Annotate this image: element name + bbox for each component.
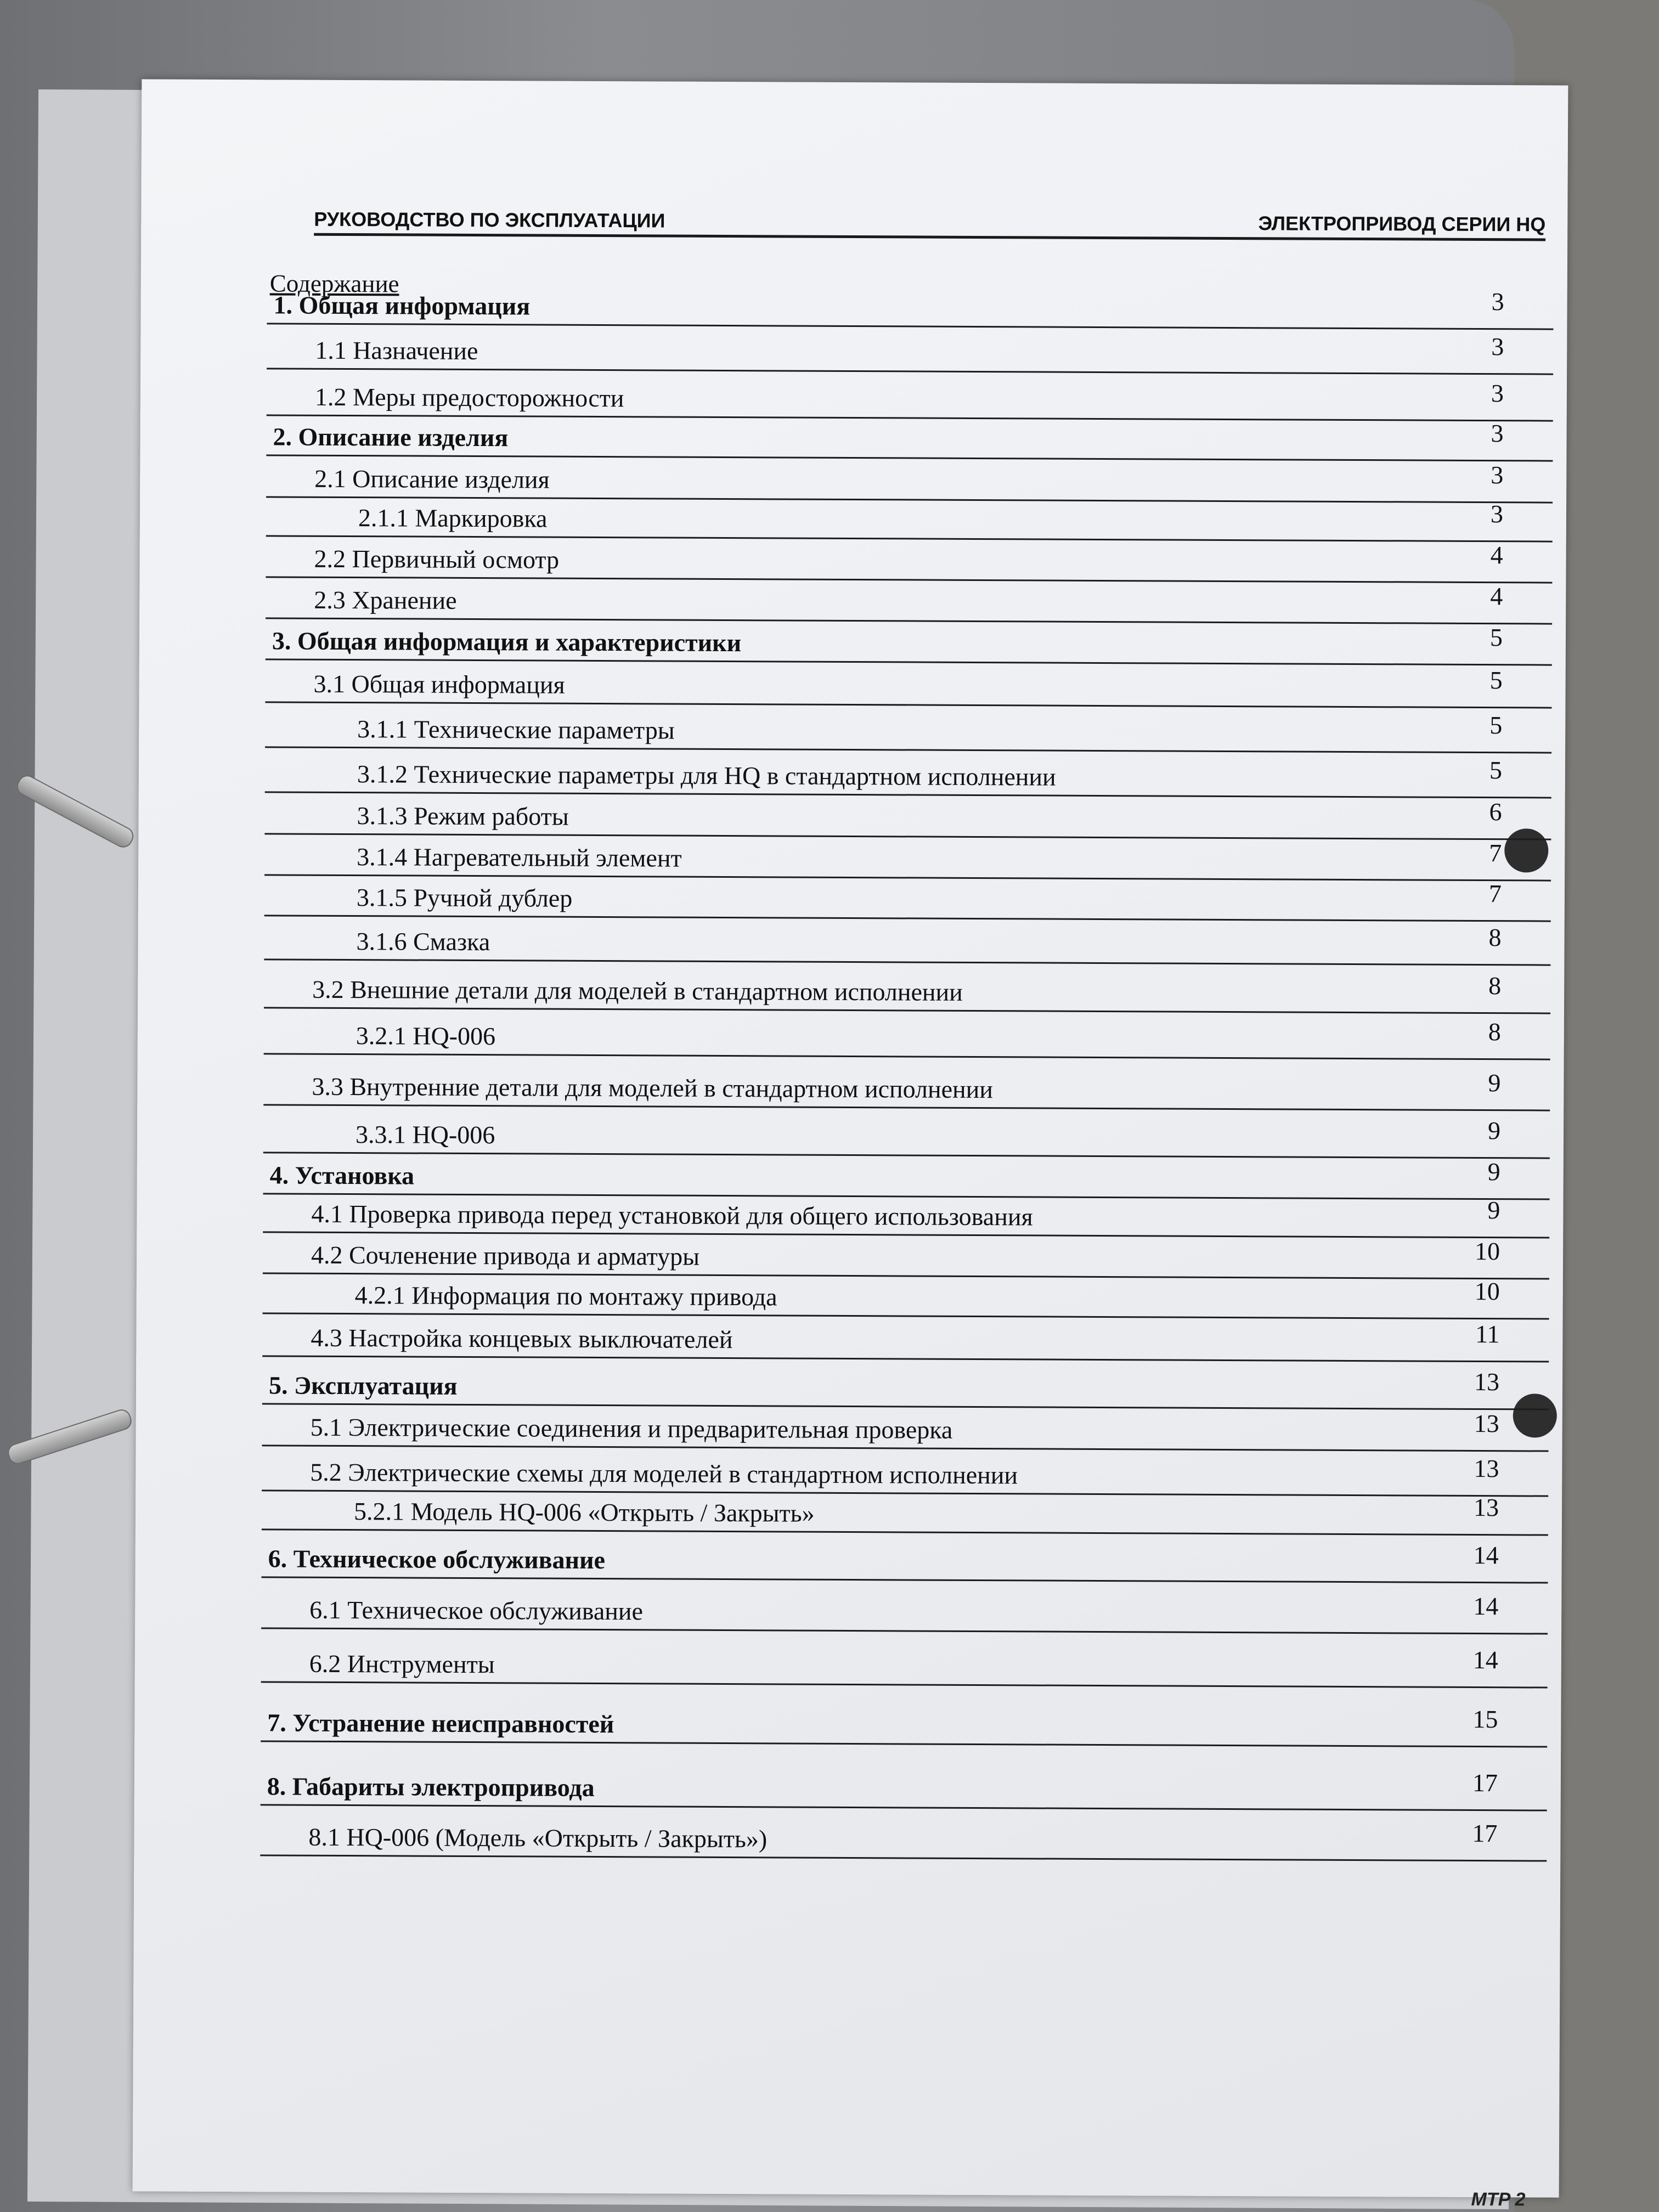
toc-row bbox=[264, 916, 1550, 966]
toc-entry-label: 3.1 Общая информация bbox=[313, 669, 565, 699]
toc-entry-page: 13 bbox=[1474, 1409, 1499, 1438]
toc-entry-page: 3 bbox=[1490, 500, 1504, 528]
toc-entry-label: 8. Габариты электропривода bbox=[267, 1772, 595, 1802]
toc-row bbox=[264, 876, 1551, 922]
toc-entry-label: 4.1 Проверка привода перед установкой для общего использования bbox=[311, 1199, 1033, 1231]
toc-entry-page: 13 bbox=[1473, 1493, 1499, 1522]
toc-entry-page: 9 bbox=[1487, 1116, 1501, 1145]
toc-entry-page: 17 bbox=[1472, 1819, 1498, 1848]
toc-row bbox=[264, 1008, 1550, 1060]
toc-entry-page: 8 bbox=[1488, 1018, 1501, 1046]
toc-row bbox=[266, 498, 1553, 542]
toc-entry-label: 3.2.1 HQ-006 bbox=[356, 1022, 496, 1051]
toc-entry-page: 9 bbox=[1487, 1158, 1500, 1186]
toc-entry-label: 6. Техническое обслуживание bbox=[268, 1544, 606, 1575]
toc-entry-page: 7 bbox=[1488, 879, 1502, 908]
toc-row bbox=[266, 537, 1552, 583]
toc-entry-label: 1. Общая информация bbox=[273, 291, 531, 320]
toc-row bbox=[261, 1742, 1547, 1811]
toc-row bbox=[260, 1805, 1547, 1861]
toc-entry-label: 4.2.1 Информация по монтажу привода bbox=[354, 1281, 777, 1311]
toc-entry-page: 3 bbox=[1491, 332, 1504, 361]
toc-entry-label: 6.2 Инструменты bbox=[309, 1649, 495, 1679]
toc-entry-label: 3.1.1 Технические параметры bbox=[357, 715, 675, 744]
toc-row bbox=[265, 703, 1551, 753]
toc-entry-label: 4. Установка bbox=[269, 1161, 415, 1190]
toc-row bbox=[267, 324, 1553, 375]
toc-entry-label: 2.3 Хранение bbox=[314, 585, 457, 614]
toc-row bbox=[261, 1578, 1548, 1634]
toc-entry-label: 1.1 Назначение bbox=[315, 336, 478, 365]
toc-row bbox=[266, 578, 1552, 624]
toc-row bbox=[263, 1194, 1549, 1238]
toc-entry-label: 5.2 Электрические схемы для моделей в стандартном исполнении bbox=[310, 1458, 1018, 1489]
document-page bbox=[133, 79, 1568, 2210]
toc-row bbox=[267, 369, 1553, 421]
toc-row bbox=[263, 1274, 1549, 1319]
toc-entry-label: 8.1 HQ-006 (Модель «Открыть / Закрыть») bbox=[308, 1822, 768, 1853]
toc-entry-page: 10 bbox=[1474, 1277, 1500, 1306]
toc-entry-page: 14 bbox=[1473, 1541, 1499, 1570]
toc-row bbox=[266, 619, 1552, 665]
toc-row bbox=[265, 748, 1551, 798]
toc-entry-label: 2.2 Первичный осмотр bbox=[314, 544, 560, 574]
toc-entry-page: 13 bbox=[1474, 1367, 1500, 1396]
toc-entry-label: 3.1.4 Нагревательный элемент bbox=[357, 843, 682, 872]
toc-entry-page: 6 bbox=[1489, 798, 1502, 826]
toc-row bbox=[263, 1105, 1550, 1159]
toc-entry-label: 3.1.5 Ручной дублер bbox=[356, 883, 573, 912]
toc-entry-page: 4 bbox=[1490, 582, 1503, 611]
toc-row bbox=[262, 1491, 1548, 1536]
toc-entry-label: 3.2 Внешние детали для моделей в стандартном исполнении bbox=[312, 975, 963, 1006]
toc-entry-label: 1.2 Меры предосторожности bbox=[314, 382, 624, 413]
toc-entry-page: 8 bbox=[1488, 972, 1502, 1000]
toc-entry-label: 5.1 Электрические соединения и предварительная проверка bbox=[310, 1413, 953, 1444]
toc-row bbox=[263, 1153, 1550, 1200]
toc-entry-page: 3 bbox=[1491, 287, 1504, 316]
footer-mark: MTP 2 bbox=[1471, 2188, 1526, 2210]
toc-entry-label: 5. Эксплуатация bbox=[268, 1371, 458, 1400]
toc-entry-label: 3.1.2 Технические параметры для HQ в стандартном исполнении bbox=[357, 760, 1056, 791]
toc-entry-page: 9 bbox=[1487, 1196, 1500, 1224]
toc-entry-label: 4.2 Сочленение привода и арматуры bbox=[311, 1240, 700, 1271]
toc-entry-label: 4.3 Настройка концевых выключателей bbox=[311, 1323, 733, 1354]
toc-entry-page: 3 bbox=[1491, 379, 1504, 408]
toc-entry-page: 9 bbox=[1488, 1069, 1501, 1097]
toc-row bbox=[261, 1683, 1547, 1747]
toc-row bbox=[266, 416, 1553, 461]
table-of-contents bbox=[260, 287, 1553, 1861]
toc-row bbox=[265, 660, 1551, 708]
toc-row bbox=[262, 1357, 1549, 1410]
header-right-title: ЭЛЕКТРОПРИВОД СЕРИИ HQ bbox=[1258, 212, 1546, 236]
toc-entry-page: 5 bbox=[1489, 711, 1503, 740]
toc-entry-page: 5 bbox=[1489, 666, 1503, 695]
toc-entry-label: 2.1.1 Маркировка bbox=[358, 504, 548, 533]
toc-entry-page: 4 bbox=[1490, 541, 1503, 569]
toc-entry-label: 7. Устранение неисправностей bbox=[267, 1708, 614, 1739]
toc-entry-page: 11 bbox=[1475, 1319, 1500, 1348]
toc-entry-page: 7 bbox=[1489, 839, 1502, 867]
toc-entry-page: 5 bbox=[1489, 623, 1503, 652]
toc-row bbox=[264, 834, 1551, 881]
toc-entry-page: 17 bbox=[1472, 1768, 1498, 1797]
toc-title: Содержание bbox=[269, 269, 399, 298]
toc-entry-page: 10 bbox=[1475, 1237, 1500, 1266]
toc-entry-page: 3 bbox=[1491, 419, 1504, 448]
toc-entry-label: 2.1 Описание изделия bbox=[314, 464, 550, 494]
page-header bbox=[314, 198, 1545, 241]
toc-entry-page: 14 bbox=[1472, 1645, 1498, 1674]
toc-entry-page: 5 bbox=[1489, 756, 1503, 785]
toc-row bbox=[261, 1530, 1548, 1583]
toc-entry-page: 13 bbox=[1474, 1454, 1499, 1483]
toc-row bbox=[263, 1054, 1550, 1111]
toc-row bbox=[263, 1233, 1549, 1279]
toc-row bbox=[264, 793, 1551, 840]
toc-row bbox=[264, 960, 1550, 1014]
toc-entry-label: 5.2.1 Модель HQ-006 «Открыть / Закрыть» bbox=[353, 1497, 815, 1527]
toc-entry-label: 3. Общая информация и характеристики bbox=[272, 627, 742, 657]
toc-row bbox=[266, 456, 1553, 503]
toc-entry-label: 3.3.1 HQ-006 bbox=[355, 1120, 495, 1149]
toc-entry-label: 3.1.3 Режим работы bbox=[357, 802, 569, 831]
toc-row bbox=[262, 1314, 1549, 1362]
toc-entry-label: 3.3 Внутренние детали для моделей в стандартном исполнении bbox=[312, 1072, 994, 1104]
header-left-title: РУКОВОДСТВО ПО ЭКСПЛУАТАЦИИ bbox=[314, 207, 665, 232]
toc-entry-page: 14 bbox=[1473, 1592, 1499, 1621]
toc-entry-page: 8 bbox=[1488, 923, 1502, 952]
toc-entry-page: 15 bbox=[1472, 1705, 1498, 1734]
toc-entry-label: 2. Описание изделия bbox=[273, 422, 509, 452]
toc-row bbox=[262, 1404, 1549, 1452]
toc-row bbox=[261, 1629, 1548, 1688]
toc-entry-label: 3.1.6 Смазка bbox=[356, 927, 490, 956]
toc-entry-page: 3 bbox=[1491, 461, 1504, 489]
toc-entry-label: 6.1 Техническое обслуживание bbox=[309, 1595, 644, 1626]
toc-row bbox=[262, 1446, 1548, 1497]
